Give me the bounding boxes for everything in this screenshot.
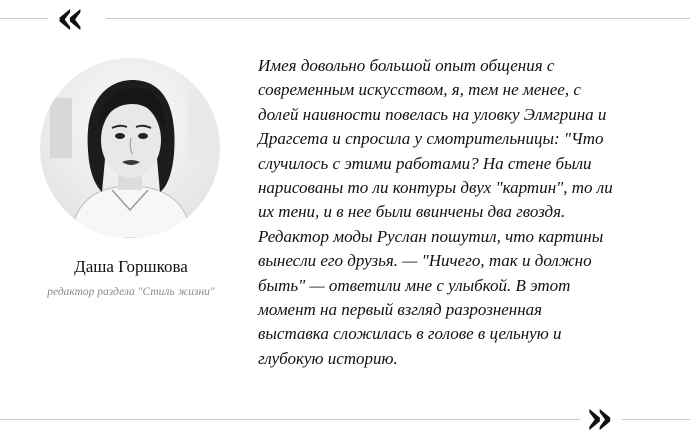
quote-line: долей наивности повелась на уловку Элмгрина и [258, 104, 607, 124]
quote-text [258, 54, 666, 371]
bottom-divider-right [622, 419, 690, 420]
quote-line: Драгсета и спросила у смотрительницы: "Что [258, 129, 604, 149]
open-quote-icon: « [56, 0, 83, 44]
quote-line: момент на первый взгляд разрозненная [258, 300, 543, 320]
quote-line: Имея довольно большой опыт общения с [258, 56, 555, 75]
quote-line: выставка сложилась в голове в цельную и [258, 324, 562, 344]
quote-line: современным искусством, я, тем не менее, с [258, 80, 581, 100]
author-name: Даша Горшкова [74, 257, 188, 276]
quote-line: их тени, и в нее были ввинчены два гвоздя. [258, 202, 566, 222]
quote-line: Редактор моды Руслан пошутил, что картины [258, 226, 604, 246]
quote-line: случилось с этими работами? На стене были [258, 153, 592, 173]
quote-line: глубокую историю. [258, 348, 398, 368]
author-avatar [40, 58, 220, 238]
quote-line: вынесли его друзья. — "Ничего, так и должно [258, 251, 592, 271]
quote-line: быть" — ответили мне с улыбкой. В этот [258, 275, 571, 295]
author-role: редактор раздела "Стиль жизни" [47, 286, 215, 298]
top-divider-left [0, 18, 48, 19]
author-portrait-image [40, 58, 220, 238]
bottom-divider-left [0, 419, 580, 420]
top-divider-right [106, 18, 690, 19]
quote-line: нарисованы то ли контуры двух "картин", то ли [258, 178, 613, 198]
close-quote-icon: » [585, 390, 612, 444]
